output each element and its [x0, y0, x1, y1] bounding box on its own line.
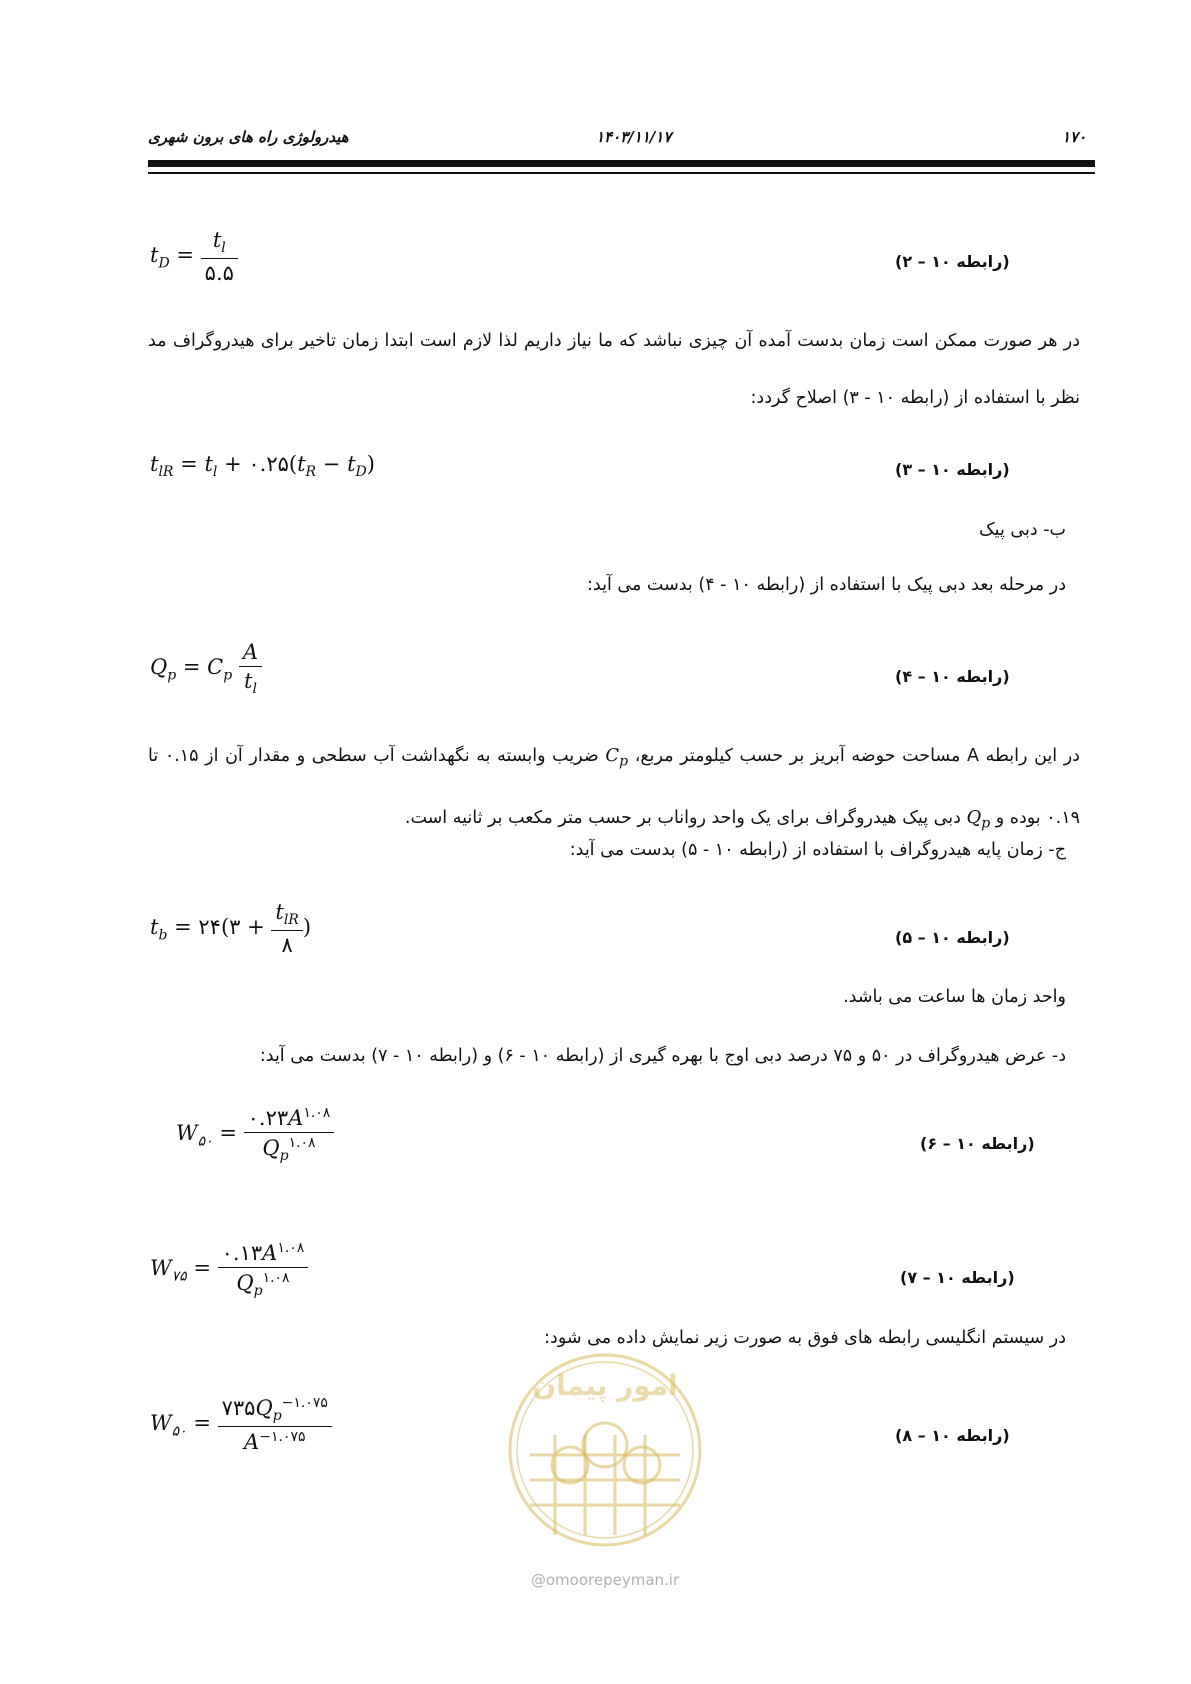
- paragraph-peak-intro: در مرحله بعد دبی پیک با استفاده از (رابطه ۱۰ - ۴) بدست می آید:: [587, 575, 1066, 595]
- equation-10-8: $W_{۵۰}$ = $\frac{۷۳۵Q_p^{-۱.۰۷۵}}{A^{-۱.۰۷۵}}$: [150, 1395, 332, 1454]
- equation-10-4: $Q_p = C_p$ $\frac{A}{t_l}$: [150, 640, 262, 697]
- fraction: $\frac{۷۳۵Q_p^{-۱.۰۷۵}}{A^{-۱.۰۷۵}}$: [218, 1395, 332, 1454]
- paragraph-english-system: در سیستم انگلیسی رابطه های فوق به صورت زیر نمایش داده می شود:: [544, 1328, 1066, 1348]
- equation-label-10-8: (رابطه ۱۰ – ۸): [895, 1426, 1010, 1445]
- fraction: $\frac{t_{lR}}{۸}$: [271, 900, 302, 957]
- equation-label-10-6: (رابطه ۱۰ – ۶): [920, 1134, 1035, 1153]
- paragraph-time-unit: واحد زمان ها ساعت می باشد.: [843, 987, 1066, 1007]
- fraction: $\frac{t_l}{۵.۵}$: [201, 228, 238, 285]
- watermark-seal-icon: [490, 1335, 720, 1565]
- paragraph-base-time-intro: ج- زمان پایه هیدروگراف با استفاده از (رابطه ۱۰ - ۵) بدست می آید:: [569, 840, 1066, 860]
- book-title: هیدرولوژی راه های برون شهری: [148, 128, 349, 146]
- fraction: $\frac{۰.۱۳A^{۱.۰۸}}{Q_p^{۱.۰۸}}$: [218, 1240, 309, 1299]
- paragraph-lag-correction: در هر صورت ممکن است زمان بدست آمده آن چیزی نباشد که ما نیاز داریم لذا لازم است ابتدا زمان تاخیر برای هیدروگراف مد نظر با استفاده از (رابطه ۱۰ - ۳) اصلاح گردد:: [148, 331, 1080, 408]
- equation-10-2: $t_D$ = $\frac{t_l}{۵.۵}$: [150, 228, 238, 285]
- section-heading-peak-discharge: ب- دبی پیک: [979, 520, 1066, 540]
- watermark-logo: [490, 1335, 720, 1589]
- fraction: $\frac{۰.۲۳A^{۱.۰۸}}{Q_p^{۱.۰۸}}$: [244, 1105, 335, 1164]
- header-rule-thick: [148, 160, 1095, 167]
- fraction: $\frac{A}{t_l}$: [239, 640, 262, 697]
- equation-10-6: $W_{۵۰}$ = $\frac{۰.۲۳A^{۱.۰۸}}{Q_p^{۱.۰۸}}$: [176, 1105, 334, 1164]
- header-rule-thin: [148, 172, 1095, 174]
- header-date: ۱۴۰۳/۱۱/۱۷: [596, 128, 672, 146]
- equation-label-10-7: (رابطه ۱۰ – ۷): [900, 1268, 1015, 1287]
- paragraph-width-intro: د- عرض هیدروگراف در ۵۰ و ۷۵ درصد دبی اوج با بهره گیری از (رابطه ۱۰ - ۶) و (رابطه ۱۰ - ۷) بدست می آید:: [259, 1046, 1066, 1066]
- equation-label-10-4: (رابطه ۱۰ – ۴): [895, 667, 1010, 686]
- page-number: ۱۷۰: [1062, 128, 1087, 146]
- equation-10-5: $t_b$ = ۲۴(۳ + $\frac{t_{lR}}{۸}$ ): [150, 900, 312, 958]
- svg-text:امور پیمان: امور پیمان: [532, 1369, 678, 1402]
- equation-label-10-3: (رابطه ۱۰ – ۳): [895, 460, 1010, 479]
- watermark-site: @omoorepeyman.ir: [530, 1571, 680, 1589]
- equation-10-3: $t_{lR} = t_l$ + $۰.۲۵(t_R - t_D)$: [150, 452, 375, 481]
- paragraph-variable-definitions: در این رابطه A مساحت حوضه آبریز بر حسب کیلومتر مربع، $C_p$ ضریب وابسته به نگهداشت آب سطحی و مقدار آن از ۰.۱۵ تا ۰.۱۹ بوده و $Q_p$ دبی پیک هیدروگراف برای یک واحد رواناب بر حسب متر مکعب بر ثانیه است.: [148, 745, 1080, 832]
- equation-label-10-5: (رابطه ۱۰ – ۵): [895, 928, 1010, 947]
- equation-label-10-2: (رابطه ۱۰ – ۲): [895, 252, 1010, 271]
- equation-10-7: $W_{۷۵}$ = $\frac{۰.۱۳A^{۱.۰۸}}{Q_p^{۱.۰۸}}$: [150, 1240, 308, 1299]
